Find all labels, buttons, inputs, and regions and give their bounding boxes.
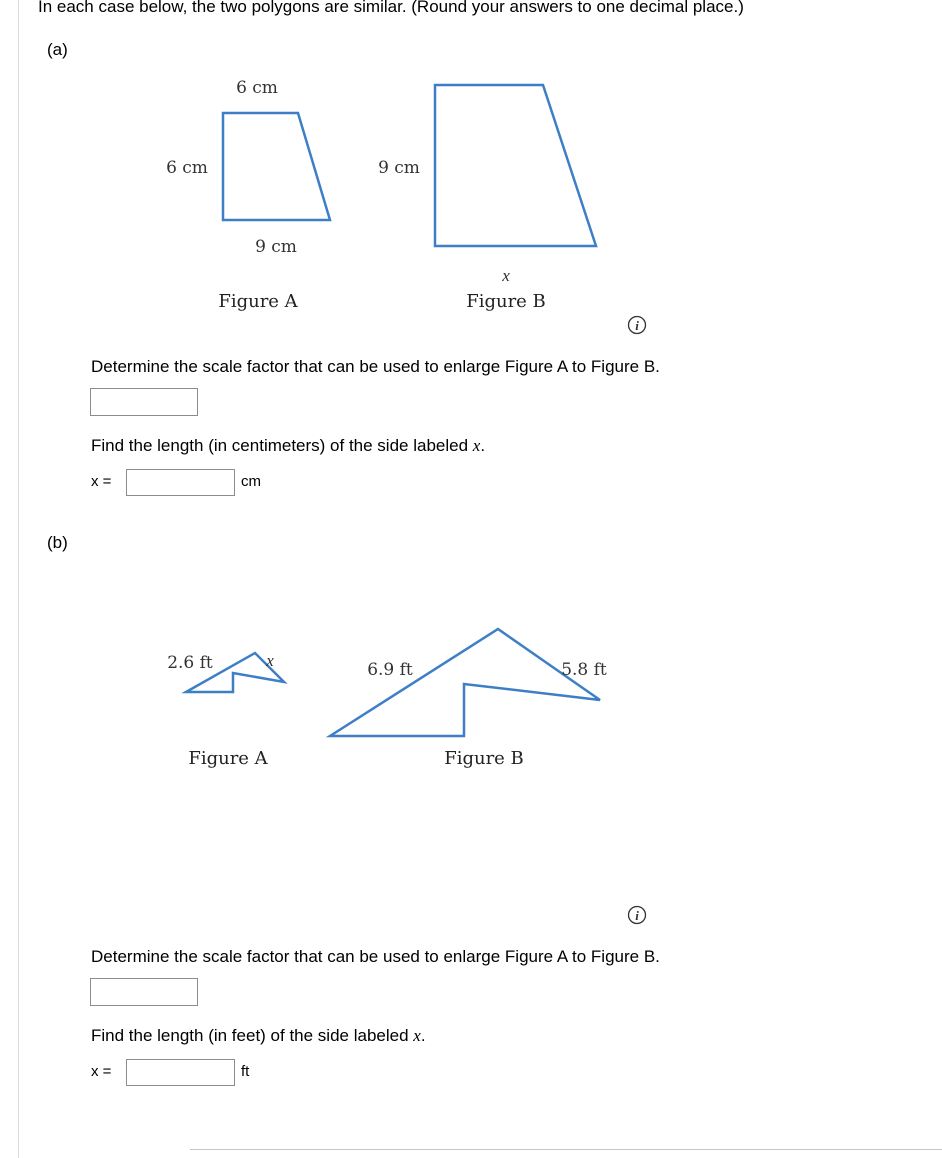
part-b-fig-a-side-label: 2.6 ft (167, 653, 213, 673)
instructions: In each case below, the two polygons are similar. (Round your answers to one decimal place.) (38, 0, 744, 16)
part-b-label: (b) (47, 533, 68, 552)
part-a-fig-a-left-label: 6 cm (166, 158, 208, 178)
part-a-length-question-text: Find the length (in centimeters) of the side labeled (91, 436, 473, 455)
part-b-scale-question: Determine the scale factor that can be used to enlarge Figure A to Figure B. (91, 947, 660, 966)
part-a-length-question-var: x (472, 436, 481, 455)
part-a-fig-a-bottom-label: 9 cm (255, 237, 297, 257)
part-b-length-question-var: x (413, 1026, 421, 1045)
part-b-fig-a-x-label: x (266, 651, 274, 670)
part-a-figure-b-shape (435, 85, 596, 246)
part-b-fig-b-left-label: 6.9 ft (367, 660, 413, 680)
part-a-x-equals: x = (91, 473, 112, 490)
part-b-figure-b-shape (330, 629, 600, 736)
part-a-figure-b-caption: Figure B (466, 291, 546, 312)
part-b-x-equals: x = (91, 1063, 112, 1080)
part-a-length-question-end: . (480, 436, 486, 455)
svg-text:i: i (635, 908, 639, 923)
part-a-x-input[interactable] (126, 469, 235, 496)
part-a-unit: cm (241, 473, 261, 490)
info-icon[interactable] (627, 905, 647, 925)
part-b-length-question-text: Find the length (in feet) of the side labeled (91, 1026, 414, 1045)
part-a-fig-a-top-label: 6 cm (236, 78, 278, 98)
part-a-scale-factor-input[interactable] (90, 388, 198, 416)
svg-text:i: i (635, 318, 639, 333)
part-a-label: (a) (47, 40, 68, 59)
part-b-scale-factor-input[interactable] (90, 978, 198, 1006)
part-b-fig-b-right-label: 5.8 ft (561, 660, 607, 680)
part-b-x-input[interactable] (126, 1059, 235, 1086)
part-b-unit: ft (241, 1063, 250, 1080)
info-icon[interactable] (627, 315, 647, 335)
part-a-fig-b-x-label: x (502, 266, 510, 285)
part-b-length-question-end: . (420, 1026, 426, 1045)
part-b-length-question (91, 1026, 426, 1046)
part-a-length-question (91, 436, 485, 456)
part-a-fig-b-left-label: 9 cm (378, 158, 420, 178)
part-a-figure-a-shape (223, 113, 330, 220)
part-a-figure-a-caption: Figure A (218, 291, 298, 312)
part-b-figure-b-caption: Figure B (444, 748, 524, 769)
part-a-scale-question: Determine the scale factor that can be used to enlarge Figure A to Figure B. (91, 357, 660, 376)
part-b-figure-a-caption: Figure A (188, 748, 268, 769)
